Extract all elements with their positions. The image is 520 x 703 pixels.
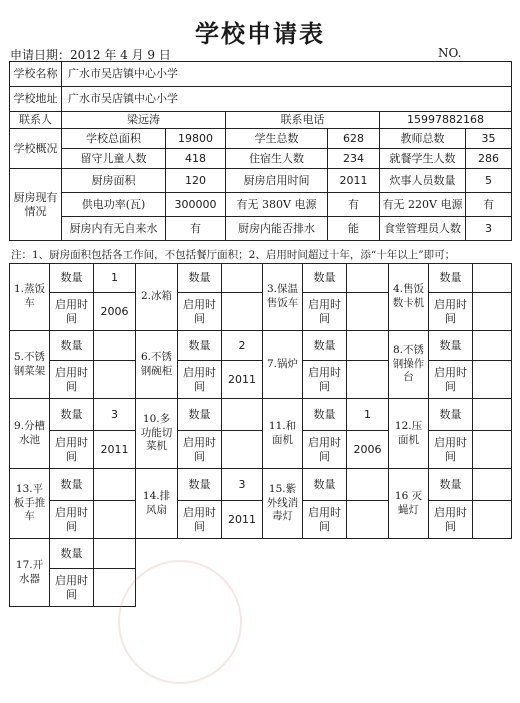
equipment-time-label: 启用时间	[50, 293, 94, 331]
boarders-label: 住宿生人数	[226, 149, 328, 169]
equipment-time-value[interactable]	[94, 569, 136, 607]
equipment-qty-value[interactable]	[347, 469, 389, 501]
school-info-table	[9, 61, 512, 241]
equipment-time-label: 启用时间	[303, 431, 347, 469]
equipment-time-label: 启用时间	[429, 293, 473, 331]
kitchen-area-value[interactable]: 120	[166, 169, 226, 193]
students-label: 学生总数	[226, 129, 328, 149]
equipment-qty-label: 数量	[429, 399, 473, 431]
equipment-qty-value[interactable]: 1	[347, 399, 389, 431]
equipment-time-label: 启用时间	[178, 293, 222, 331]
equipment-label: 6.不锈钢碗柜	[136, 331, 178, 399]
equipment-time-label: 启用时间	[50, 501, 94, 539]
equipment-qty-value[interactable]	[473, 469, 512, 501]
school-address-label: 学校地址	[10, 87, 62, 112]
phone-value[interactable]: 15997882168	[380, 112, 512, 129]
kitchen-area-label: 厨房面积	[62, 169, 166, 193]
left-behind-label: 留守儿童人数	[62, 149, 166, 169]
equipment-time-value[interactable]	[347, 293, 389, 331]
teachers-label: 教师总数	[380, 129, 466, 149]
equipment-time-label: 启用时间	[50, 361, 94, 399]
managers-label: 食堂管理员人数	[380, 217, 466, 241]
water-label: 厨房内有无自来水	[62, 217, 166, 241]
equipment-qty-value[interactable]	[94, 469, 136, 501]
total-area-label: 学校总面积	[62, 129, 166, 149]
equipment-qty-label: 数量	[429, 264, 473, 293]
diners-label: 就餐学生人数	[380, 149, 466, 169]
managers-value[interactable]: 3	[466, 217, 512, 241]
equipment-time-value[interactable]: 2011	[222, 501, 263, 539]
contact-label: 联系人	[10, 112, 62, 129]
teachers-value[interactable]: 35	[466, 129, 512, 149]
equipment-qty-value[interactable]	[347, 331, 389, 361]
equipment-label: 11.和面机	[263, 399, 303, 469]
equipment-qty-label: 数量	[50, 539, 94, 569]
equipment-qty-value[interactable]: 2	[222, 331, 263, 361]
equipment-qty-value[interactable]: 1	[94, 264, 136, 293]
water-value[interactable]: 有	[166, 217, 226, 241]
total-area-value[interactable]: 19800	[166, 129, 226, 149]
empty-area	[136, 539, 512, 607]
phone-label: 联系电话	[226, 112, 380, 129]
equipment-qty-label: 数量	[178, 469, 222, 501]
equipment-time-label: 启用时间	[429, 361, 473, 399]
v220-value[interactable]: 有	[466, 193, 512, 217]
kitchen-label: 厨房现有情况	[10, 169, 62, 241]
equipment-time-value[interactable]	[473, 431, 512, 469]
equipment-time-value[interactable]: 2011	[222, 361, 263, 399]
v380-label: 有无 380V 电源	[226, 193, 328, 217]
equipment-time-value[interactable]	[94, 361, 136, 399]
equipment-qty-label: 数量	[303, 331, 347, 361]
equipment-qty-value[interactable]: 3	[94, 399, 136, 431]
equipment-time-label: 启用时间	[303, 361, 347, 399]
equipment-qty-value[interactable]	[473, 331, 512, 361]
equipment-label: 10.多功能切菜机	[136, 399, 178, 469]
equipment-label: 1.蒸饭车	[10, 264, 50, 331]
school-name-value[interactable]: 广水市吴店镇中心小学	[62, 62, 512, 87]
equipment-qty-value[interactable]	[94, 539, 136, 569]
equipment-qty-label: 数量	[50, 469, 94, 501]
left-behind-value[interactable]: 418	[166, 149, 226, 169]
equipment-table	[9, 263, 512, 607]
equipment-time-label: 启用时间	[178, 361, 222, 399]
equipment-qty-label: 数量	[303, 264, 347, 293]
equipment-label: 16 灭蝇灯	[389, 469, 429, 539]
equipment-qty-value[interactable]	[473, 264, 512, 293]
equipment-qty-value[interactable]	[94, 331, 136, 361]
school-name-label: 学校名称	[10, 62, 62, 87]
cooks-label: 炊事人员数量	[380, 169, 466, 193]
equipment-time-label: 启用时间	[429, 431, 473, 469]
equipment-label: 4.售饭数卡机	[389, 264, 429, 331]
equipment-time-value[interactable]: 2006	[347, 431, 389, 469]
equipment-time-value[interactable]: 2006	[94, 293, 136, 331]
kitchen-start-label: 厨房启用时间	[226, 169, 328, 193]
power-label: 供电功率(瓦)	[62, 193, 166, 217]
cooks-value[interactable]: 5	[466, 169, 512, 193]
equipment-time-label: 启用时间	[50, 431, 94, 469]
equipment-label: 7.锅炉	[263, 331, 303, 399]
equipment-time-value[interactable]	[347, 501, 389, 539]
equipment-label: 12.压面机	[389, 399, 429, 469]
equipment-qty-value[interactable]	[473, 399, 512, 431]
v380-value[interactable]: 有	[328, 193, 380, 217]
equipment-qty-label: 数量	[178, 399, 222, 431]
equipment-qty-label: 数量	[303, 399, 347, 431]
equipment-label: 9.分槽水池	[10, 399, 50, 469]
boarders-value[interactable]: 234	[328, 149, 380, 169]
equipment-time-value[interactable]	[473, 293, 512, 331]
equipment-qty-label: 数量	[303, 469, 347, 501]
equipment-label: 15.紫外线消毒灯	[263, 469, 303, 539]
equipment-time-value[interactable]	[473, 361, 512, 399]
equipment-qty-value[interactable]: 3	[222, 469, 263, 501]
apply-date: 申请日期：2012 年 4 月 9 日	[10, 48, 171, 62]
equipment-qty-label: 数量	[50, 331, 94, 361]
equipment-label: 5.不锈钢菜架	[10, 331, 50, 399]
equipment-qty-label: 数量	[178, 331, 222, 361]
equipment-time-value[interactable]: 2011	[94, 431, 136, 469]
equipment-time-value[interactable]	[222, 293, 263, 331]
equipment-label: 2.冰箱	[136, 264, 178, 331]
equipment-time-label: 启用时间	[303, 501, 347, 539]
contact-value[interactable]: 梁远涛	[62, 112, 226, 129]
equipment-qty-label: 数量	[50, 264, 94, 293]
equipment-label: 17.开水器	[10, 539, 50, 607]
students-value[interactable]: 628	[328, 129, 380, 149]
equipment-label: 13.平板手推车	[10, 469, 50, 539]
equipment-qty-label: 数量	[429, 331, 473, 361]
equipment-time-label: 启用时间	[178, 501, 222, 539]
equipment-qty-label: 数量	[50, 399, 94, 431]
equipment-qty-value[interactable]	[347, 264, 389, 293]
school-address-value[interactable]: 广水市吴店镇中心小学	[62, 87, 512, 112]
equipment-qty-value[interactable]	[222, 399, 263, 431]
equipment-qty-label: 数量	[429, 469, 473, 501]
diners-value[interactable]: 286	[466, 149, 512, 169]
drain-label: 厨房内能否排水	[226, 217, 328, 241]
form-note: 注：1、厨房面积包括各工作间，不包括餐厅面积；2、启用时间超过十年，添“十年以上”即可；	[11, 249, 456, 261]
equipment-time-label: 启用时间	[178, 431, 222, 469]
form-number-label: NO.	[438, 46, 462, 60]
equipment-time-value[interactable]	[473, 501, 512, 539]
equipment-qty-value[interactable]	[222, 264, 263, 293]
equipment-time-value[interactable]	[222, 431, 263, 469]
overview-label: 学校概况	[10, 129, 62, 169]
equipment-qty-label: 数量	[178, 264, 222, 293]
equipment-label: 3.保温售饭车	[263, 264, 303, 331]
v220-label: 有无 220V 电源	[380, 193, 466, 217]
equipment-time-value[interactable]	[347, 361, 389, 399]
form-title: 学校申请表	[195, 19, 325, 48]
power-value[interactable]: 300000	[166, 193, 226, 217]
equipment-label: 14.排风扇	[136, 469, 178, 539]
equipment-time-label: 启用时间	[429, 501, 473, 539]
drain-value[interactable]: 能	[328, 217, 380, 241]
equipment-time-label: 启用时间	[303, 293, 347, 331]
kitchen-start-value[interactable]: 2011	[328, 169, 380, 193]
equipment-time-label: 启用时间	[50, 569, 94, 607]
equipment-label: 8.不锈钢操作台	[389, 331, 429, 399]
equipment-time-value[interactable]	[94, 501, 136, 539]
